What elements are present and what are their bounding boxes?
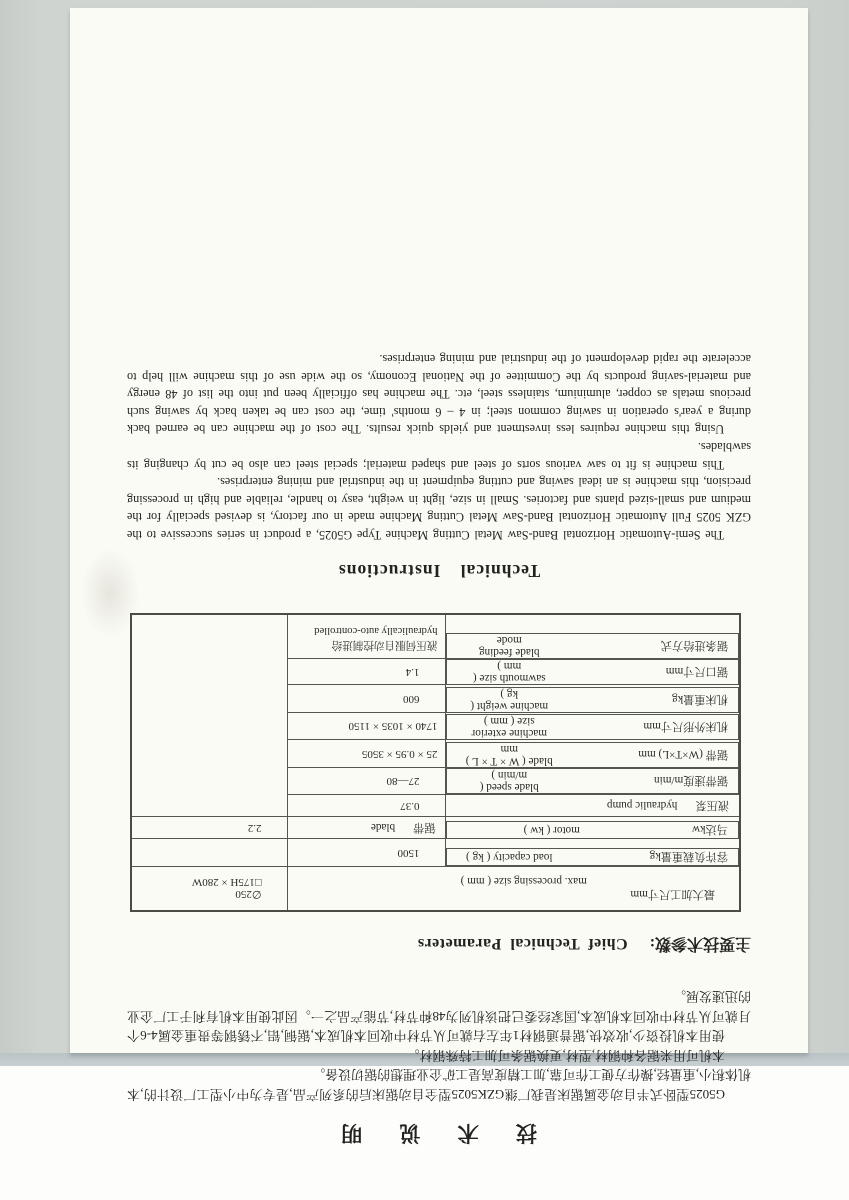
subrow-label-en: hydraulic pump — [606, 799, 678, 811]
params-heading — [127, 934, 751, 957]
row-label-en: blade ( W × T × L ) mm — [465, 743, 553, 767]
row-label-en: blade speed ( m/min ) — [479, 769, 539, 794]
parameters-table — [130, 613, 741, 912]
document-content — [70, 349, 808, 1149]
params-heading-en: Chief Technical Parameters — [417, 935, 628, 952]
en-paragraph: This machine is fit to saw various sorts of steel and shaped material; special steel can also be cut by changing its sawblades. — [127, 440, 751, 472]
row-label-en: load capacity ( kg ) — [466, 851, 553, 864]
doc-title-cn: 技 术 说 明 — [325, 1121, 537, 1145]
table-row — [131, 614, 740, 659]
row-value: 2.2 — [131, 817, 288, 839]
table-row — [131, 867, 740, 911]
row-label-en: max. processing size ( mm ) — [460, 874, 587, 887]
row-label-cn: 马达kw — [691, 823, 728, 835]
instructions-heading: Technical Instructions — [337, 561, 541, 581]
row-value: ∅250 — [235, 888, 262, 901]
page-rotated-content — [70, 104, 808, 1149]
table-row — [131, 839, 740, 867]
row-value-cn: 液压伺服自动控制进给 — [331, 638, 438, 650]
row-label-en: blade feeding mode — [478, 634, 540, 658]
row-value: 27—80 — [288, 768, 446, 795]
en-section — [127, 349, 751, 543]
row-value: □175H × 280W — [191, 876, 262, 889]
table-row — [131, 713, 740, 740]
row-value: 600 — [288, 685, 446, 713]
row-label-en: machine weight ( kg ) — [470, 688, 549, 712]
row-label-cn: 锯口尺寸mm — [665, 665, 728, 677]
en-paragraph: The Semi-Automatic Horizontal Band-Saw Metal Cutting Machine Type G5025, a product in series successive to the GZK 5025 Full Automatic Horizontal Band-Saw Metal Cutting Machine made in our factory, is devised specially for the medium and small-sized plants and factories. Small in size, light in weight, easy to handle, reliable and high in processing precision, this machine is an ideal sawing and cutting equipment in the industrial and mining enterprises. — [127, 475, 751, 542]
cn-paragraph: G5025型卧式半自动金属锯床是我厂继GZK5025型全自动锯床后的系列产品,是专为中小型工厂设计的,本机体积小,重量轻,操作方便工作可靠,加工精度高是工矿企业理想的锯切设备。 — [127, 1067, 751, 1102]
cn-paragraph: 使用本机投资少,收效快,锯普通钢材1年左右就可从节材中收回本机成本,锯铜,铝,不锈钢等贵重金属4-6个月就可从节材中收回本机成本,国家经委已把该机列为48种节材,节能产品之一。因此使用本机有利于工厂企业的迅速发展。 — [127, 989, 751, 1044]
table-row — [131, 740, 740, 768]
row-label-en: sawmouth size ( mm ) — [472, 660, 546, 684]
en-paragraph: Using this machine requires less investment and yields quick results. The cost of the machine can be earned back during a year's operation in sawing common steel; in 4 – 6 months' time, the cost can be taken back by sawing such precious metals as copper, aluminium, stainless steel, etc. The machine has officially been put into the list of 48 energy and material-saving products by the Committee of the National Economy, so the wide use of this machine will help to accelerate the rapid development of the industrial and mining enterprises. — [127, 352, 751, 437]
cn-section — [127, 987, 751, 1104]
row-label-cn: 容许负载重量kg — [649, 850, 728, 863]
table-row — [131, 768, 740, 795]
cn-paragraph: 本机可用来锯各种钢材,型材,更换锯条可加工特殊钢材。 — [406, 1048, 725, 1063]
table-row — [131, 817, 740, 839]
row-label-cn: 锯带速度m/min — [654, 774, 728, 787]
row-label-cn: 锯条进给方式 — [660, 639, 728, 651]
params-heading-cn: 主要技术参数: — [649, 935, 751, 952]
scanned-page — [70, 8, 808, 1145]
row-label-cn: 机床重量kg — [672, 693, 728, 705]
subrow-label-cn: 液压泵 — [695, 799, 729, 811]
row-value-en: hydraulically auto-controlled — [314, 624, 438, 636]
row-value: 25 × 0.95 × 3505 — [288, 740, 446, 768]
row-label-en: motor ( kw ) — [523, 824, 580, 836]
row-value: 0.37 — [288, 795, 446, 817]
row-label-en: machine exterior size ( mm ) — [471, 715, 547, 739]
row-label-cn: 最大加工尺寸mm — [630, 887, 715, 900]
table-row — [131, 659, 740, 685]
row-value: 1740 × 1035 × 1150 — [288, 713, 446, 740]
subrow-label-en: blade — [370, 821, 396, 833]
row-value: 1.4 — [288, 659, 446, 685]
row-value: 1500 — [288, 839, 446, 867]
row-label-cn: 锯带 (W×T×L) mm — [638, 748, 728, 760]
table-row — [131, 685, 740, 713]
subrow-label-cn: 锯带 — [413, 821, 436, 833]
row-label-cn: 机床外形尺寸mm — [643, 720, 728, 732]
table-row — [131, 795, 740, 817]
